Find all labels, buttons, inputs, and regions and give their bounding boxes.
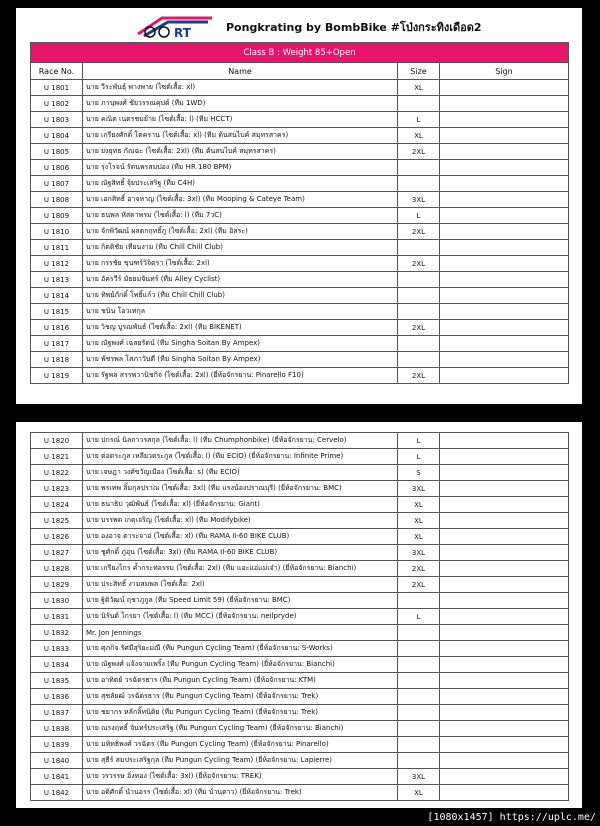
- table-row: [31, 288, 569, 304]
- table-row: [31, 497, 569, 513]
- table-row: [31, 481, 569, 497]
- race-number: U 1838: [31, 721, 83, 737]
- race-number: U 1818: [31, 352, 83, 368]
- sign-cell: [440, 449, 569, 465]
- sign-cell: [440, 481, 569, 497]
- sign-cell: [440, 160, 569, 176]
- race-number: U 1813: [31, 272, 83, 288]
- table-row: [31, 721, 569, 737]
- shirt-size: 2XL: [398, 256, 440, 272]
- shirt-size: 2XL: [398, 561, 440, 577]
- shirt-size: XL: [398, 80, 440, 96]
- table-row: [31, 561, 569, 577]
- racer-name: นาย ยงยุทธ กัณฉะ (ไซต์เสื้อ: 2xl) (ทีม ต้นสนไบค์ สมุทรสาคร): [83, 144, 398, 160]
- shirt-size: XL: [398, 513, 440, 529]
- race-number: U 1822: [31, 465, 83, 481]
- table-row: [31, 272, 569, 288]
- table-row: [31, 657, 569, 673]
- race-number: U 1802: [31, 96, 83, 112]
- shirt-size: [398, 593, 440, 609]
- shirt-size: [398, 673, 440, 689]
- shirt-size: 3XL: [398, 545, 440, 561]
- racer-name: นาย อาทิตย์ วรฉัตรธาร (ทีม Pungun Cycling Team) (ยี่ห้อจักรยาน: KTM): [83, 673, 398, 689]
- race-number: U 1828: [31, 561, 83, 577]
- page-two: [16, 422, 582, 808]
- race-number: U 1825: [31, 513, 83, 529]
- shirt-size: L: [398, 208, 440, 224]
- table-row: [31, 465, 569, 481]
- table-row: [31, 433, 569, 449]
- shirt-size: [398, 176, 440, 192]
- shirt-size: [398, 272, 440, 288]
- shirt-size: 2XL: [398, 320, 440, 336]
- sign-cell: [440, 192, 569, 208]
- racer-name: นาย ศุภกิจ รัศมีสุริยะมณี (ทีม Pungun Cycling Team) (ยี่ห้อจักรยาน: S-Works): [83, 641, 398, 657]
- table-row: [31, 96, 569, 112]
- sign-cell: [440, 240, 569, 256]
- racer-name: นาย เกรียงไกร ค้ำกระท่อรรม (ไซต์เสื้อ: 2xl) (ทีม แอะแอ่แม่เจ๋า) (ยี่ห้อจักรยาน: Bianchi): [83, 561, 398, 577]
- sign-cell: [440, 96, 569, 112]
- table-row: [31, 224, 569, 240]
- racer-name: นาย เจษฎา วงศ์ขวัญเมือง (ไซต์เสื้อ: s) (ทีม ECIO): [83, 465, 398, 481]
- sign-cell: [440, 737, 569, 753]
- sign-cell: [440, 208, 569, 224]
- racer-name: นาย บรรพต เกตุเจริญ (ไซต์เสื้อ: xl) (ทีม Modifybike): [83, 513, 398, 529]
- race-number: U 1827: [31, 545, 83, 561]
- shirt-size: [398, 240, 440, 256]
- race-number: U 1810: [31, 224, 83, 240]
- racer-name: Mr. Jon Jennings: [83, 625, 398, 641]
- table-row: [31, 609, 569, 625]
- shirt-size: XL: [398, 785, 440, 801]
- racer-name: นาย ต่อตระกูล เหลียวตระกูล (ไซต์เสื้อ: l) (ทีม ECIO) (ยี่ห้อจักรยาน: Infinite Prime): [83, 449, 398, 465]
- sign-cell: [440, 753, 569, 769]
- event-logo: [134, 12, 216, 40]
- race-number: U 1812: [31, 256, 83, 272]
- column-header: Size: [398, 63, 440, 80]
- racer-name: นาย รัฐพล สรรพวานิชกิจ (ไซต์เสื้อ: 2xl) (ยี่ห้อจักรยาน: Pinarello F10): [83, 368, 398, 384]
- table-row: [31, 513, 569, 529]
- sign-cell: [440, 336, 569, 352]
- registration-table-1: [30, 42, 569, 384]
- table-row: [31, 256, 569, 272]
- race-number: U 1817: [31, 336, 83, 352]
- race-number: U 1826: [31, 529, 83, 545]
- shirt-size: 3XL: [398, 769, 440, 785]
- table-row: [31, 192, 569, 208]
- shirt-size: [398, 641, 440, 657]
- racer-name: นาย จักพิวัฒน์ ผลตกฤทธิ์ภู (ไซต์เสื้อ: 2xl) (ทีม อิสระ): [83, 224, 398, 240]
- svg-text:RT: RT: [174, 26, 191, 40]
- racer-name: นาย วิชญ บูรณพันธ์ (ไซต์เสื้อ: 2xl) (ทีม BIKENET): [83, 320, 398, 336]
- shirt-size: L: [398, 433, 440, 449]
- race-number: U 1836: [31, 689, 83, 705]
- sign-cell: [440, 144, 569, 160]
- race-number: U 1816: [31, 320, 83, 336]
- sign-cell: [440, 368, 569, 384]
- page-header: [16, 8, 582, 42]
- race-number: U 1840: [31, 753, 83, 769]
- shirt-size: [398, 721, 440, 737]
- table-row: [31, 593, 569, 609]
- shirt-size: 2XL: [398, 224, 440, 240]
- race-number: U 1829: [31, 577, 83, 593]
- sign-cell: [440, 433, 569, 449]
- shirt-size: S: [398, 465, 440, 481]
- race-number: U 1815: [31, 304, 83, 320]
- shirt-size: XL: [398, 128, 440, 144]
- racer-name: นาย พรเทพ ลิ้มกุลปราณ (ไซต์เสื้อ: 3xl) (ทีม แรงน้องปราณบุรี) (ยี่ห้อจักรยาน: BMC): [83, 481, 398, 497]
- race-number: U 1821: [31, 449, 83, 465]
- class-title: Class B : Weight 85+Open: [31, 43, 569, 63]
- racer-name: นาย ณรงฤทธิ์ จันทร์ประเสริฐ (ทีม Pungun Cycling Team) (ยี่ห้อจักรยาน: Bianchi): [83, 721, 398, 737]
- sign-cell: [440, 288, 569, 304]
- race-number: U 1805: [31, 144, 83, 160]
- racer-name: นาย กิตติชัย เทียนงาม (ทีม Chill Chill Club): [83, 240, 398, 256]
- race-number: U 1833: [31, 641, 83, 657]
- sign-cell: [440, 465, 569, 481]
- race-number: U 1831: [31, 609, 83, 625]
- race-number: U 1819: [31, 368, 83, 384]
- table-row: [31, 128, 569, 144]
- race-number: U 1841: [31, 769, 83, 785]
- shirt-size: [398, 657, 440, 673]
- sign-cell: [440, 641, 569, 657]
- racer-name: นาย ทิพย์ภักดิ์ โพธิ์แก้ว (ทีม Chill Chill Club): [83, 288, 398, 304]
- racer-name: นาย ณัฐพงศ์ แจ้งจามเพริ้ง (ทีม Pungun Cycling Team) (ยี่ห้อจักรยาน: Bianchi): [83, 657, 398, 673]
- shirt-size: XL: [398, 497, 440, 513]
- sign-cell: [440, 545, 569, 561]
- table-row: [31, 705, 569, 721]
- sign-cell: [440, 272, 569, 288]
- sign-cell: [440, 785, 569, 801]
- page-one: [16, 8, 582, 404]
- shirt-size: L: [398, 112, 440, 128]
- race-number: U 1809: [31, 208, 83, 224]
- racer-name: นาย ธนาธิป วุฒิพันธ์ (ไซต์เสื้อ: xl) (ยี่ห้อจักรยาน: Giant): [83, 497, 398, 513]
- sign-cell: [440, 112, 569, 128]
- sign-cell: [440, 320, 569, 336]
- racer-name: นาย สุชลัยฒ์ วรฉัตรธาร (ทีม Pungun Cycling Team) (ยี่ห้อจักรยาน: Trek): [83, 689, 398, 705]
- race-number: U 1811: [31, 240, 83, 256]
- race-number: U 1823: [31, 481, 83, 497]
- racer-name: นาย องอาจ ตาระจาอ่ (ไซต์เสื้อ: xl) (ทีม RAMA II-60 BIKE CLUB): [83, 529, 398, 545]
- race-number: U 1820: [31, 433, 83, 449]
- racer-name: นาย ชูศักดิ์ ภู่อุ่น (ไซต์เสื้อ: 3xl) (ทีม RAMA II-60 BIKE CLUB): [83, 545, 398, 561]
- table-row: [31, 577, 569, 593]
- table-row: [31, 785, 569, 801]
- shirt-size: 3XL: [398, 192, 440, 208]
- shirt-size: XL: [398, 529, 440, 545]
- sign-cell: [440, 561, 569, 577]
- sign-cell: [440, 625, 569, 641]
- table-row: [31, 529, 569, 545]
- racer-name: นาย อดิศักดิ์ นำนอรร (ไซต์เสื้อ: xl) (ทีม บ้านตาว) (ยี่ห้อจักรยาน: Trek): [83, 785, 398, 801]
- event-title: Pongkrating by BombBike #โป่งกระทิงเดือด2: [226, 21, 482, 34]
- race-number: U 1807: [31, 176, 83, 192]
- sign-cell: [440, 721, 569, 737]
- racer-name: นาย รุ่งโรจน์ รัตนพรสมปอง (ทีม HR 180 BPM): [83, 160, 398, 176]
- table-row: [31, 336, 569, 352]
- shirt-size: 2XL: [398, 577, 440, 593]
- racer-name: นาย ภานุพงศ์ ชัยวรรณคุปต์ (ทีม 1WD): [83, 96, 398, 112]
- table-row: [31, 737, 569, 753]
- column-header: Sign: [440, 63, 569, 80]
- sign-cell: [440, 657, 569, 673]
- race-number: U 1803: [31, 112, 83, 128]
- sign-cell: [440, 769, 569, 785]
- racer-name: นาย นิรันต์ ไกรยา (ไซต์เสื้อ: l) (ทีม MCC) (ยี่ห้อจักรยาน: neilpryde): [83, 609, 398, 625]
- table-row: [31, 625, 569, 641]
- shirt-size: [398, 689, 440, 705]
- race-number: U 1808: [31, 192, 83, 208]
- sign-cell: [440, 689, 569, 705]
- racer-name: นาย อัครวีร์ มัธยมจันทร์ (ทีม Alley Cyclist): [83, 272, 398, 288]
- racer-name: นาย ปกรณ์ นิลถาวรสกุล (ไซต์เสื้อ: l) (ทีม Chumphonbike) (ยี่ห้อจักรยาน: Cervelo): [83, 433, 398, 449]
- racer-name: นาย เกรียงศักดิ์ โตคราน (ไซต์เสื้อ: xl) (ทีม ต้นสนไบค์ สมุทรสาคร): [83, 128, 398, 144]
- race-number: U 1814: [31, 288, 83, 304]
- sign-cell: [440, 593, 569, 609]
- racer-name: นาย ประสิทธิ์ งามสมพล (ไซต์เสื้อ: 2xl): [83, 577, 398, 593]
- shirt-size: L: [398, 609, 440, 625]
- table-row: [31, 208, 569, 224]
- race-number: U 1804: [31, 128, 83, 144]
- table-row: [31, 240, 569, 256]
- race-number: U 1839: [31, 737, 83, 753]
- racer-name: นาย ฐิติวัฒน์ ฤชาภูกูล (ทีม Speed Limit 59) (ยี่ห้อจักรยาน: BMC): [83, 593, 398, 609]
- image-watermark: [1080x1457] https://uplc.me/: [427, 812, 596, 823]
- race-number: U 1824: [31, 497, 83, 513]
- registration-table-2: [30, 432, 569, 801]
- shirt-size: [398, 96, 440, 112]
- sign-cell: [440, 609, 569, 625]
- shirt-size: [398, 304, 440, 320]
- shirt-size: 2XL: [398, 368, 440, 384]
- table-row: [31, 641, 569, 657]
- racer-name: นาย ณัฐพงศ์ เฉลยรัตน์ (ทีม Singha Soitan By Ampex): [83, 336, 398, 352]
- table-header-row: [31, 63, 569, 80]
- sign-cell: [440, 497, 569, 513]
- shirt-size: [398, 352, 440, 368]
- sign-cell: [440, 304, 569, 320]
- race-number: U 1830: [31, 593, 83, 609]
- sign-cell: [440, 176, 569, 192]
- racer-name: นาย ชนิน โอวเทกุล: [83, 304, 398, 320]
- column-header: Race No.: [31, 63, 83, 80]
- table-row: [31, 368, 569, 384]
- shirt-size: [398, 705, 440, 721]
- shirt-size: [398, 336, 440, 352]
- race-number: U 1837: [31, 705, 83, 721]
- table-row: [31, 753, 569, 769]
- shirt-size: [398, 625, 440, 641]
- race-number: U 1806: [31, 160, 83, 176]
- race-number: U 1801: [31, 80, 83, 96]
- racer-name: นาย พัชรพล โสภาวันดี (ทีม Singha Soitan By Ampex): [83, 352, 398, 368]
- sign-cell: [440, 673, 569, 689]
- shirt-size: [398, 753, 440, 769]
- sign-cell: [440, 577, 569, 593]
- shirt-size: 2XL: [398, 144, 440, 160]
- race-number: U 1835: [31, 673, 83, 689]
- sign-cell: [440, 80, 569, 96]
- racer-name: นาย เอกสิทธิ์ อาจหาญ (ไซต์เสื้อ: 3xl) (ทีม Mooping & Cateye Team): [83, 192, 398, 208]
- table-row: [31, 304, 569, 320]
- column-header: Name: [83, 63, 398, 80]
- shirt-size: [398, 737, 440, 753]
- racer-name: นาย ณัฐสิทธิ์ จุ้ยประเสริฐ (ทีม C4H): [83, 176, 398, 192]
- table-row: [31, 144, 569, 160]
- sign-cell: [440, 529, 569, 545]
- table-row: [31, 673, 569, 689]
- sign-cell: [440, 352, 569, 368]
- racer-name: นาย มหิทธิพงศ์ วรฉัตร (ทีม Pungun Cycling Team) (ยี่ห้อจักรยาน: Pinarello): [83, 737, 398, 753]
- table-row: [31, 320, 569, 336]
- table-row: [31, 449, 569, 465]
- shirt-size: L: [398, 449, 440, 465]
- table-row: [31, 689, 569, 705]
- racer-name: นาย วรวรรษ อิ่งทอง (ไซต์เสื้อ: 3xl) (ยี่ห้อจักรยาน: TREK): [83, 769, 398, 785]
- racer-name: นาย ชยากร หลักลิ้ทนิติย (ทีม Pungun Cycling Team) (ยี่ห้อจักรยาน: Trek): [83, 705, 398, 721]
- sign-cell: [440, 513, 569, 529]
- table-row: [31, 769, 569, 785]
- race-number: U 1832: [31, 625, 83, 641]
- race-number: U 1834: [31, 657, 83, 673]
- racer-name: นาย สุธีร์ สมประเสริฐกุล (ทีม Pungun Cycling Team) (ยี่ห้อจักรยาน: Lapierre): [83, 753, 398, 769]
- table-row: [31, 160, 569, 176]
- sign-cell: [440, 705, 569, 721]
- table-row: [31, 112, 569, 128]
- racer-name: นาย คณิต เนตรชมย้าย (ไซต์เสื้อ: l) (ทีม HCCT): [83, 112, 398, 128]
- sign-cell: [440, 128, 569, 144]
- table-row: [31, 352, 569, 368]
- shirt-size: [398, 160, 440, 176]
- racer-name: นาย วีระพันธุ์ พางพาย (ไซต์เสื้อ: xl): [83, 80, 398, 96]
- racer-name: นาย ธนพล หัสดาพรม (ไซต์เสื้อ: l) (ทีม 7วC): [83, 208, 398, 224]
- shirt-size: 3XL: [398, 481, 440, 497]
- shirt-size: [398, 288, 440, 304]
- table-row: [31, 80, 569, 96]
- sign-cell: [440, 224, 569, 240]
- racer-name: นาย กรรชัย ขุนฑร์วิจิตรา (ไซต์เสื้อ: 2xl): [83, 256, 398, 272]
- sign-cell: [440, 256, 569, 272]
- table-row: [31, 545, 569, 561]
- race-number: U 1842: [31, 785, 83, 801]
- table-row: [31, 176, 569, 192]
